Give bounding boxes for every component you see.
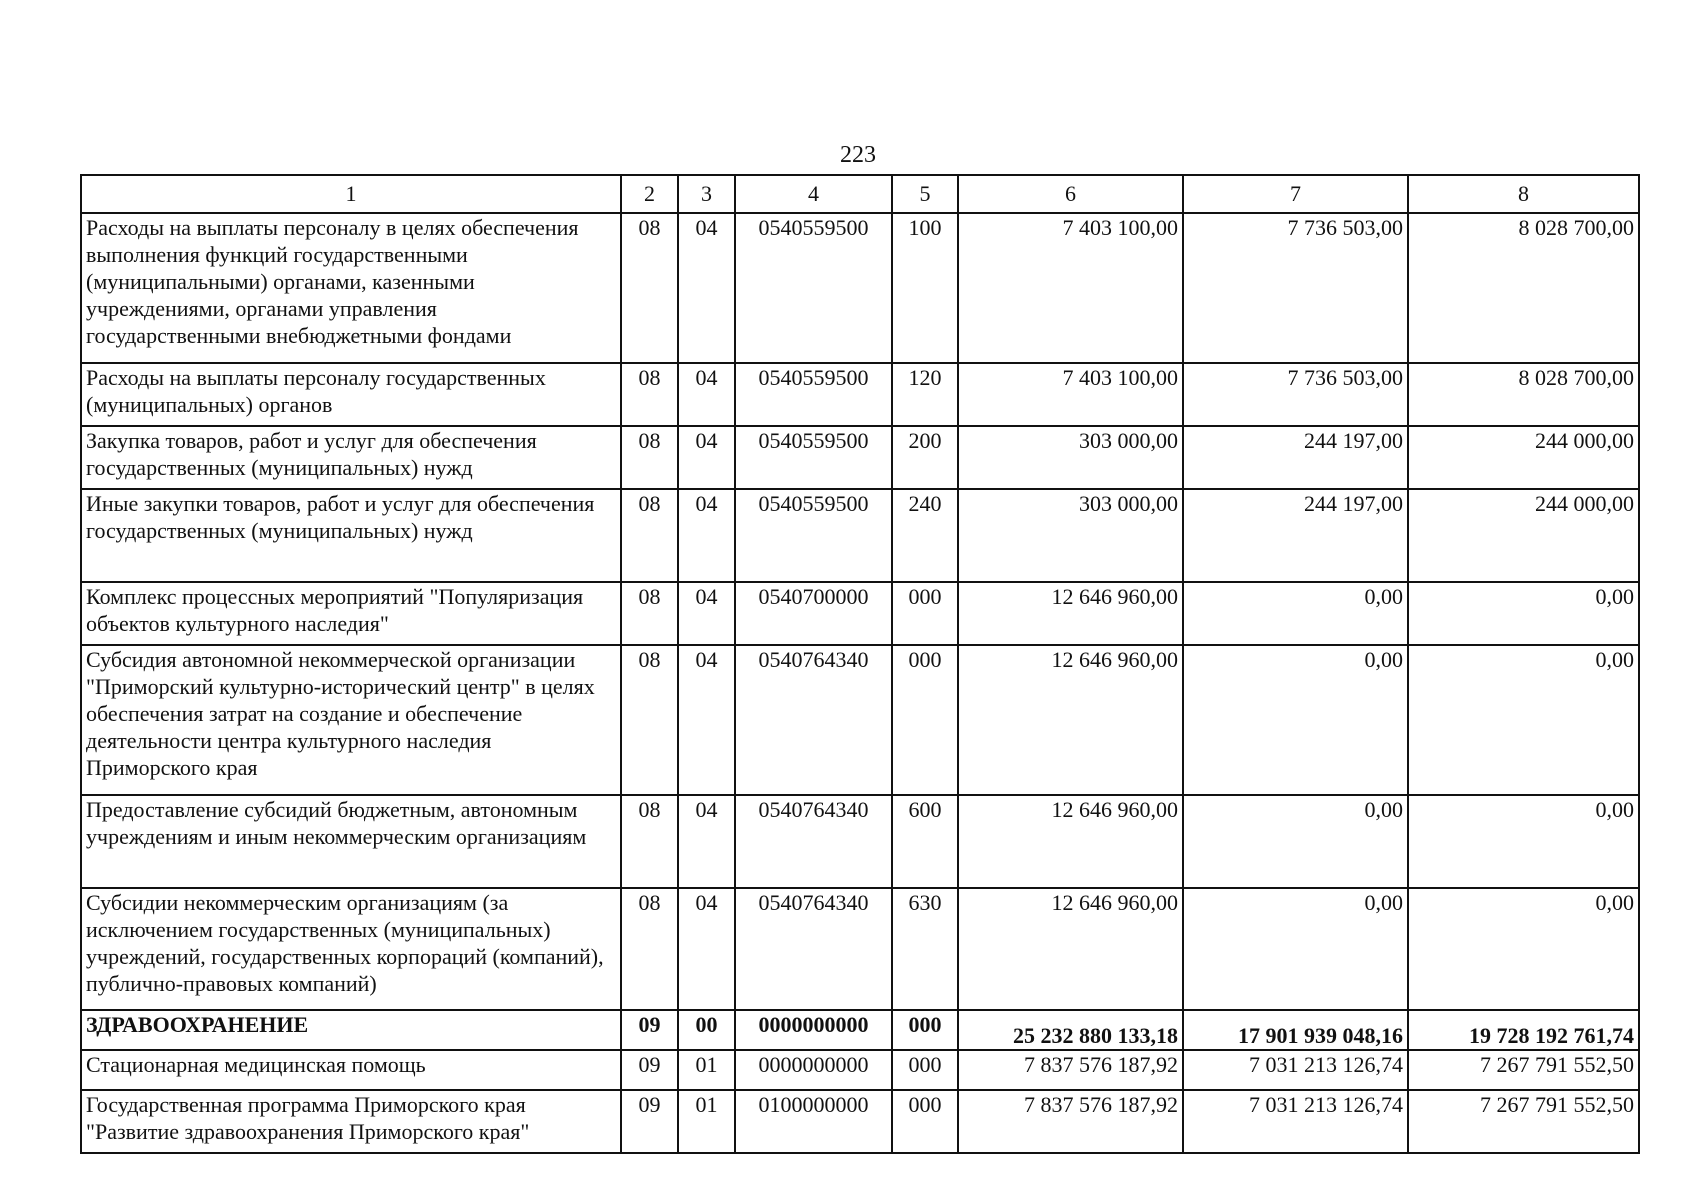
amount-year-2: 7 736 503,00	[1183, 213, 1408, 363]
amount-year-2: 7 736 503,00	[1183, 363, 1408, 426]
subsection-code: 04	[678, 426, 735, 489]
subsection-code: 04	[678, 489, 735, 582]
subsection-code: 01	[678, 1090, 735, 1153]
section-code: 08	[621, 645, 678, 795]
target-article-code: 0100000000	[735, 1090, 892, 1153]
amount-year-1: 303 000,00	[958, 489, 1183, 582]
table-row	[81, 1090, 1639, 1153]
amount-year-3: 8 028 700,00	[1408, 363, 1639, 426]
amount-year-2: 244 197,00	[1183, 489, 1408, 582]
table-row	[81, 363, 1639, 426]
column-header: 3	[678, 175, 735, 213]
table-row	[81, 645, 1639, 795]
budget-table	[80, 174, 1640, 1154]
expense-type-code: 100	[892, 213, 958, 363]
section-code: 09	[621, 1010, 678, 1050]
expense-type-code: 000	[892, 645, 958, 795]
amount-year-1: 7 837 576 187,92	[958, 1050, 1183, 1090]
amount-year-1: 12 646 960,00	[958, 795, 1183, 888]
target-article-code: 0000000000	[735, 1010, 892, 1050]
table-row	[81, 582, 1639, 645]
target-article-code: 0540559500	[735, 213, 892, 363]
target-article-code: 0540559500	[735, 426, 892, 489]
section-code: 08	[621, 795, 678, 888]
amount-year-1: 303 000,00	[958, 426, 1183, 489]
row-name: Субсидии некоммерческим организациям (за исключением государственных (муниципальных) учреждений, государственных корпораций (компаний), публично-правовых компаний)	[81, 888, 621, 1010]
target-article-code: 0540764340	[735, 888, 892, 1010]
table-row	[81, 426, 1639, 489]
table-row	[81, 795, 1639, 888]
amount-year-3: 244 000,00	[1408, 489, 1639, 582]
expense-type-code: 200	[892, 426, 958, 489]
subsection-code: 01	[678, 1050, 735, 1090]
amount-year-1: 12 646 960,00	[958, 582, 1183, 645]
section-code: 09	[621, 1090, 678, 1153]
amount-year-2: 244 197,00	[1183, 426, 1408, 489]
amount-year-3: 7 267 791 552,50	[1408, 1050, 1639, 1090]
target-article-code: 0540700000	[735, 582, 892, 645]
target-article-code: 0540559500	[735, 363, 892, 426]
amount-year-2: 0,00	[1183, 645, 1408, 795]
column-header: 1	[81, 175, 621, 213]
subsection-code: 04	[678, 582, 735, 645]
row-name: Расходы на выплаты персоналу государственных (муниципальных) органов	[81, 363, 621, 426]
section-code: 08	[621, 426, 678, 489]
row-name: ЗДРАВООХРАНЕНИЕ	[81, 1010, 621, 1050]
target-article-code: 0000000000	[735, 1050, 892, 1090]
amount-year-1: 12 646 960,00	[958, 888, 1183, 1010]
subsection-code: 04	[678, 645, 735, 795]
column-header: 2	[621, 175, 678, 213]
row-name: Государственная программа Приморского края "Развитие здравоохранения Приморского края"	[81, 1090, 621, 1153]
target-article-code: 0540764340	[735, 645, 892, 795]
target-article-code: 0540764340	[735, 795, 892, 888]
amount-year-3: 0,00	[1408, 645, 1639, 795]
expense-type-code: 240	[892, 489, 958, 582]
amount-year-2: 17 901 939 048,16	[1183, 1010, 1408, 1050]
table-body	[81, 213, 1639, 1153]
amount-year-2: 0,00	[1183, 888, 1408, 1010]
amount-year-3: 0,00	[1408, 582, 1639, 645]
section-code: 08	[621, 213, 678, 363]
subsection-code: 04	[678, 363, 735, 426]
section-code: 09	[621, 1050, 678, 1090]
amount-year-3: 0,00	[1408, 888, 1639, 1010]
section-code: 08	[621, 888, 678, 1010]
subsection-code: 04	[678, 888, 735, 1010]
row-name: Стационарная медицинская помощь	[81, 1050, 621, 1090]
amount-year-3: 8 028 700,00	[1408, 213, 1639, 363]
amount-year-2: 7 031 213 126,74	[1183, 1050, 1408, 1090]
expense-type-code: 000	[892, 1050, 958, 1090]
header-row	[81, 175, 1639, 213]
amount-year-1: 25 232 880 133,18	[958, 1010, 1183, 1050]
column-header: 4	[735, 175, 892, 213]
subsection-code: 04	[678, 795, 735, 888]
amount-year-1: 7 403 100,00	[958, 363, 1183, 426]
row-name: Иные закупки товаров, работ и услуг для обеспечения государственных (муниципальных) нужд	[81, 489, 621, 582]
expense-type-code: 630	[892, 888, 958, 1010]
table-row	[81, 489, 1639, 582]
expense-type-code: 000	[892, 1090, 958, 1153]
expense-type-code: 000	[892, 582, 958, 645]
amount-year-2: 7 031 213 126,74	[1183, 1090, 1408, 1153]
subsection-code: 00	[678, 1010, 735, 1050]
column-header: 5	[892, 175, 958, 213]
expense-type-code: 000	[892, 1010, 958, 1050]
subsection-code: 04	[678, 213, 735, 363]
row-name: Предоставление субсидий бюджетным, автономным учреждениям и иным некоммерческим организациям	[81, 795, 621, 888]
amount-year-1: 7 837 576 187,92	[958, 1090, 1183, 1153]
page-number: 223	[840, 142, 876, 168]
amount-year-3: 244 000,00	[1408, 426, 1639, 489]
amount-year-2: 0,00	[1183, 582, 1408, 645]
amount-year-3: 19 728 192 761,74	[1408, 1010, 1639, 1050]
amount-year-1: 7 403 100,00	[958, 213, 1183, 363]
row-name: Комплекс процессных мероприятий "Популяризация объектов культурного наследия"	[81, 582, 621, 645]
column-header: 6	[958, 175, 1183, 213]
amount-year-3: 0,00	[1408, 795, 1639, 888]
amount-year-3: 7 267 791 552,50	[1408, 1090, 1639, 1153]
column-header: 8	[1408, 175, 1639, 213]
column-header: 7	[1183, 175, 1408, 213]
row-name: Закупка товаров, работ и услуг для обеспечения государственных (муниципальных) нужд	[81, 426, 621, 489]
table-row	[81, 888, 1639, 1010]
section-code: 08	[621, 582, 678, 645]
section-code: 08	[621, 363, 678, 426]
expense-type-code: 120	[892, 363, 958, 426]
table-row	[81, 213, 1639, 363]
expense-type-code: 600	[892, 795, 958, 888]
section-code: 08	[621, 489, 678, 582]
table-row	[81, 1010, 1639, 1050]
row-name: Субсидия автономной некоммерческой организации "Приморский культурно-исторический центр" в целях обеспечения затрат на создание и обеспечение деятельности центра культурного наследия Приморского края	[81, 645, 621, 795]
amount-year-2: 0,00	[1183, 795, 1408, 888]
target-article-code: 0540559500	[735, 489, 892, 582]
amount-year-1: 12 646 960,00	[958, 645, 1183, 795]
table-row	[81, 1050, 1639, 1090]
row-name: Расходы на выплаты персоналу в целях обеспечения выполнения функций государственными (муниципальными) органами, казенными учреждениями, органами управления государственными внебюджетными фондами	[81, 213, 621, 363]
